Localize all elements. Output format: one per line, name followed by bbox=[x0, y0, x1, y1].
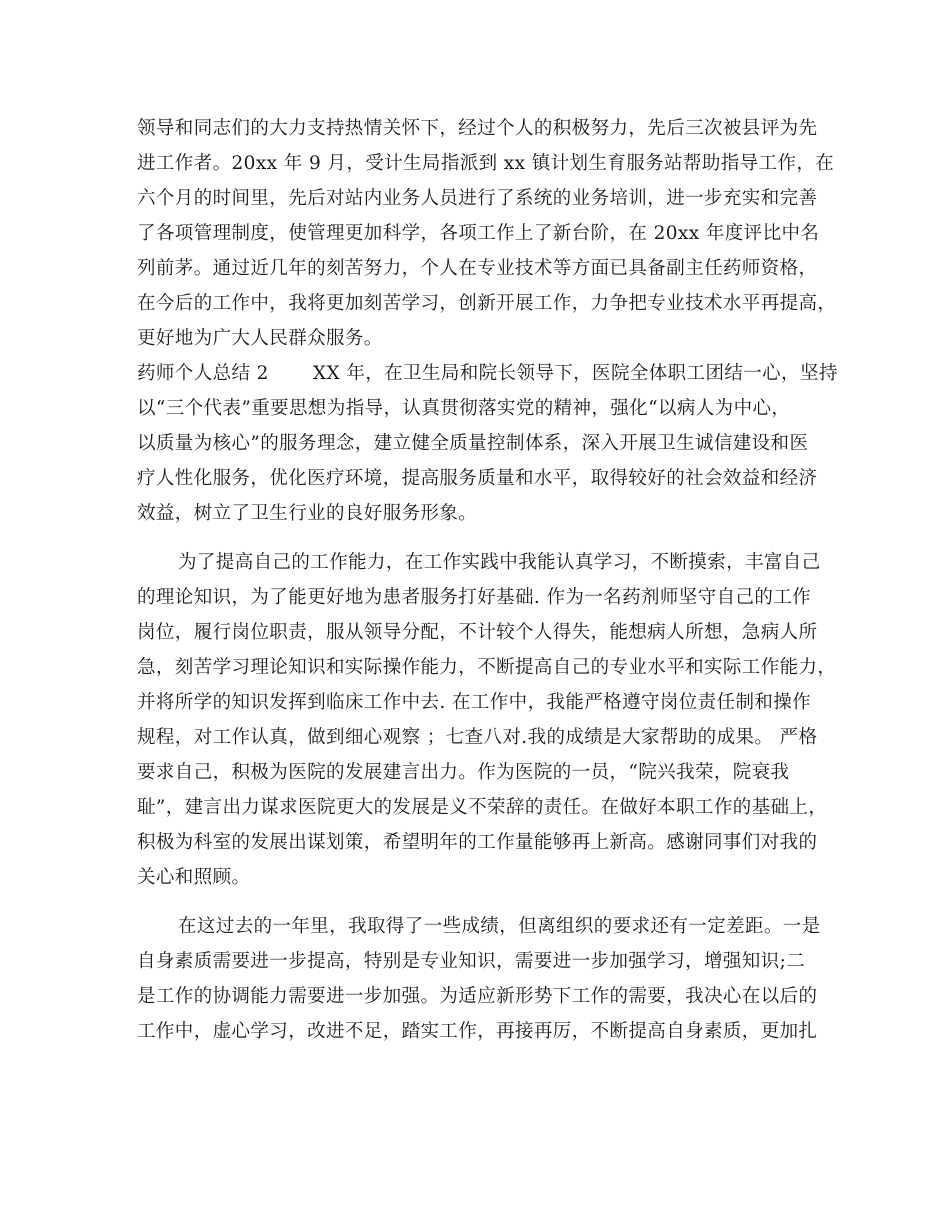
text-line: 以“三个代表”重要思想为指导，认真贯彻落实党的精神，强化“以病人为中心， bbox=[137, 398, 791, 419]
text-line: 耻”，建言出力谋求医院更大的发展是义不荣辞的责任。在做好本职工作的基础上， bbox=[137, 797, 828, 818]
text-line: 以质量为核心”的服务理念，建立健全质量控制体系，深入开展卫生诚信建设和医 bbox=[137, 433, 809, 454]
text-line: 效益，树立了卫生行业的良好服务形象。 bbox=[137, 503, 478, 524]
section-heading-line: 药师个人总结 2 XX 年，在卫生局和院长领导下，医院全体职工团结一心，坚持 bbox=[137, 363, 838, 384]
text-line: 六个月的时间里，先后对站内业务人员进行了系统的业务培训，进一步充实和完善 bbox=[137, 188, 818, 209]
text-line: 进工作者。20xx 年 9 月，受计生局指派到 xx 镇计划生育服务站帮助指导工作，在 bbox=[137, 153, 835, 174]
text-line: 要求自己，积极为医院的发展建言出力。作为医院的一员，“院兴我荣，院衰我 bbox=[137, 762, 790, 783]
text-line: 了各项管理制度，使管理更加科学，各项工作上了新台阶，在 20xx 年度评比中名 bbox=[137, 223, 820, 244]
text-line: 规程，对工作认真，做到细心观察 ；七查八对.我的成绩是大家帮助的成果。 严格 bbox=[137, 727, 818, 748]
text-line: 积极为科室的发展出谋划策，希望明年的工作量能够再上新高。感谢同事们对我的 bbox=[137, 832, 818, 853]
text-line: 疗人性化服务，优化医疗环境，提高服务质量和水平，取得较好的社会效益和经济 bbox=[137, 468, 818, 489]
text-line: 工作中，虚心学习，改进不足，踏实工作，再接再厉，不断提高自身素质，更加扎 bbox=[137, 1021, 818, 1042]
text-line: 的理论知识，为了能更好地为患者服务打好基础. 作为一名药剂师坚守自己的工作 bbox=[137, 587, 812, 608]
paragraph-start-line: 在这过去的一年里，我取得了一些成绩，但离组织的要求还有一定差距。一是 bbox=[178, 916, 821, 937]
text-line: 关心和照顾。 bbox=[137, 867, 251, 888]
text-line: 列前茅。通过近几年的刻苦努力，个人在专业技术等方面已具备副主任药师资格， bbox=[137, 258, 818, 279]
text-line: 岗位，履行岗位职责，服从领导分配，不计较个人得失，能想病人所想，急病人所 bbox=[137, 622, 818, 643]
text-line: 自身素质需要进一步提高，特别是专业知识，需要进一步加强学习，增强知识;二 bbox=[137, 951, 806, 972]
text-line: 是工作的协调能力需要进一步加强。为适应新形势下工作的需要，我决心在以后的 bbox=[137, 986, 818, 1007]
paragraph-start-line: 为了提高自己的工作能力，在工作实践中我能认真学习，不断摸索，丰富自己 bbox=[178, 552, 821, 573]
text-line: 并将所学的知识发挥到临床工作中去. 在工作中，我能严格遵守岗位责任制和操作 bbox=[137, 692, 812, 713]
text-line: 更好地为广大人民群众服务。 bbox=[137, 328, 383, 349]
text-line: 在今后的工作中，我将更加刻苦学习，创新开展工作，力争把专业技术水平再提高， bbox=[137, 293, 837, 314]
text-line: 急，刻苦学习理论知识和实际操作能力，不断提高自己的专业水平和实际工作能力， bbox=[137, 657, 837, 678]
text-line: 领导和同志们的大力支持热情关怀下，经过个人的积极努力，先后三次被县评为先 bbox=[137, 118, 818, 139]
